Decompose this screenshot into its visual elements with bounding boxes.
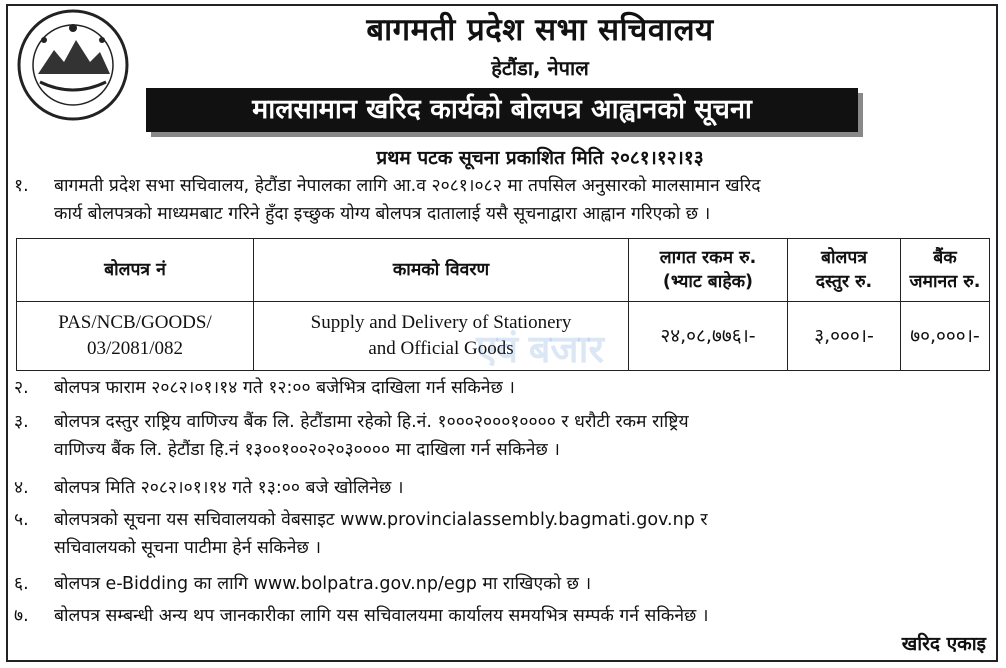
item-text-continued: सचिवालयको सूचना पाटीमा हेर्न सकिनेछ ।: [54, 538, 321, 558]
publication-date: प्रथम पटक सूचना प्रकाशित मिति २०८१।१२।१३: [376, 147, 704, 169]
cell-bid-no: PAS/NCB/GOODS/ 03/2081/082: [17, 302, 254, 371]
item-text: बोलपत्र e-Bidding का लागि www.bolpatra.gov.np/egp मा राखिएको छ ।: [54, 574, 592, 594]
cell-cost: २४,०८,७७६।-: [629, 302, 788, 371]
cell-description: Supply and Delivery of Stationery and Official Goods: [254, 302, 629, 371]
notice-item-5: [14, 506, 708, 562]
cell-guarantee: ७०,०००।-: [901, 302, 990, 371]
item-text: बोलपत्र दस्तुर राष्ट्रिय वाणिज्य बैंक लि. हेटौंडामा रहेको हि.नं. १०००२०००१०००० र धरौटी रकम राष्ट्रिय: [54, 412, 689, 432]
item-number: ४.: [14, 478, 29, 498]
nepal-government-emblem-icon: [14, 6, 132, 124]
notice-item-1: [14, 172, 761, 228]
header-cost: लागत रकम रु. (भ्याट बाहेक): [629, 239, 788, 302]
header-guarantee: बैंक जमानत रु.: [901, 239, 990, 302]
notice-item-7: [14, 602, 709, 630]
notice-title-banner: मालसामान खरिद कार्यको बोलपत्र आह्वानको सूचना: [146, 88, 858, 132]
location-subtitle: हेटौंडा, नेपाल: [491, 56, 589, 80]
header-bid-no: बोलपत्र नं: [17, 239, 254, 302]
notice-item-6: [14, 570, 592, 598]
item-number: २.: [14, 378, 29, 398]
header-fee: बोलपत्र दस्तुर रु.: [788, 239, 901, 302]
item-text: बोलपत्र मिति २०८२।०१।१४ गते १३:०० बजे खोलिनेछ ।: [54, 478, 404, 498]
header-description: कामको विवरण: [254, 239, 629, 302]
page-title: बागमती प्रदेश सभा सचिवालय: [366, 12, 714, 48]
watermark: एवं बजार: [476, 329, 604, 371]
item-text: बोलपत्र फाराम २०८२।०१।१४ गते १२:०० बजेभित्र दाखिला गर्न सकिनेछ ।: [54, 378, 515, 398]
item-text: बोलपत्रको सूचना यस सचिवालयको वेबसाइट www.provincialassembly.bagmati.gov.np र: [54, 510, 708, 530]
notice-item-4: [14, 474, 404, 502]
item-number: १.: [14, 176, 29, 196]
item-number: ६.: [14, 574, 29, 594]
item-number: ७.: [14, 606, 29, 626]
signoff: खरिद एकाइ: [901, 633, 986, 655]
notice-item-2: [14, 374, 515, 402]
item-text: बोलपत्र सम्बन्धी अन्य थप जानकारीका लागि यस सचिवालयमा कार्यालय समयभित्र सम्पर्क गर्न सकिनेछ ।: [54, 606, 709, 626]
item-text: बागमती प्रदेश सभा सचिवालय, हेटौंडा नेपालका लागि आ.व २०८१।०८२ मा तपसिल अनुसारको मालसामान खरिद: [54, 176, 761, 196]
item-text-continued: कार्य बोलपत्रको माध्यमबाट गरिने हुँदा इच्छुक योग्य बोलपत्र दातालाई यसै सूचनाद्वारा आह्वान गरिएको छ ।: [54, 204, 711, 224]
table-header-row: [17, 239, 990, 302]
item-text-continued: वाणिज्य बैंक लि. हेटौंडा हि.नं १३००१००२०२०३०००० मा दाखिला गर्न सकिनेछ ।: [54, 440, 560, 460]
item-number: ५.: [14, 510, 29, 530]
notice-item-3: [14, 408, 689, 464]
cell-fee: ३,०००।-: [788, 302, 901, 371]
item-number: ३.: [14, 412, 29, 432]
